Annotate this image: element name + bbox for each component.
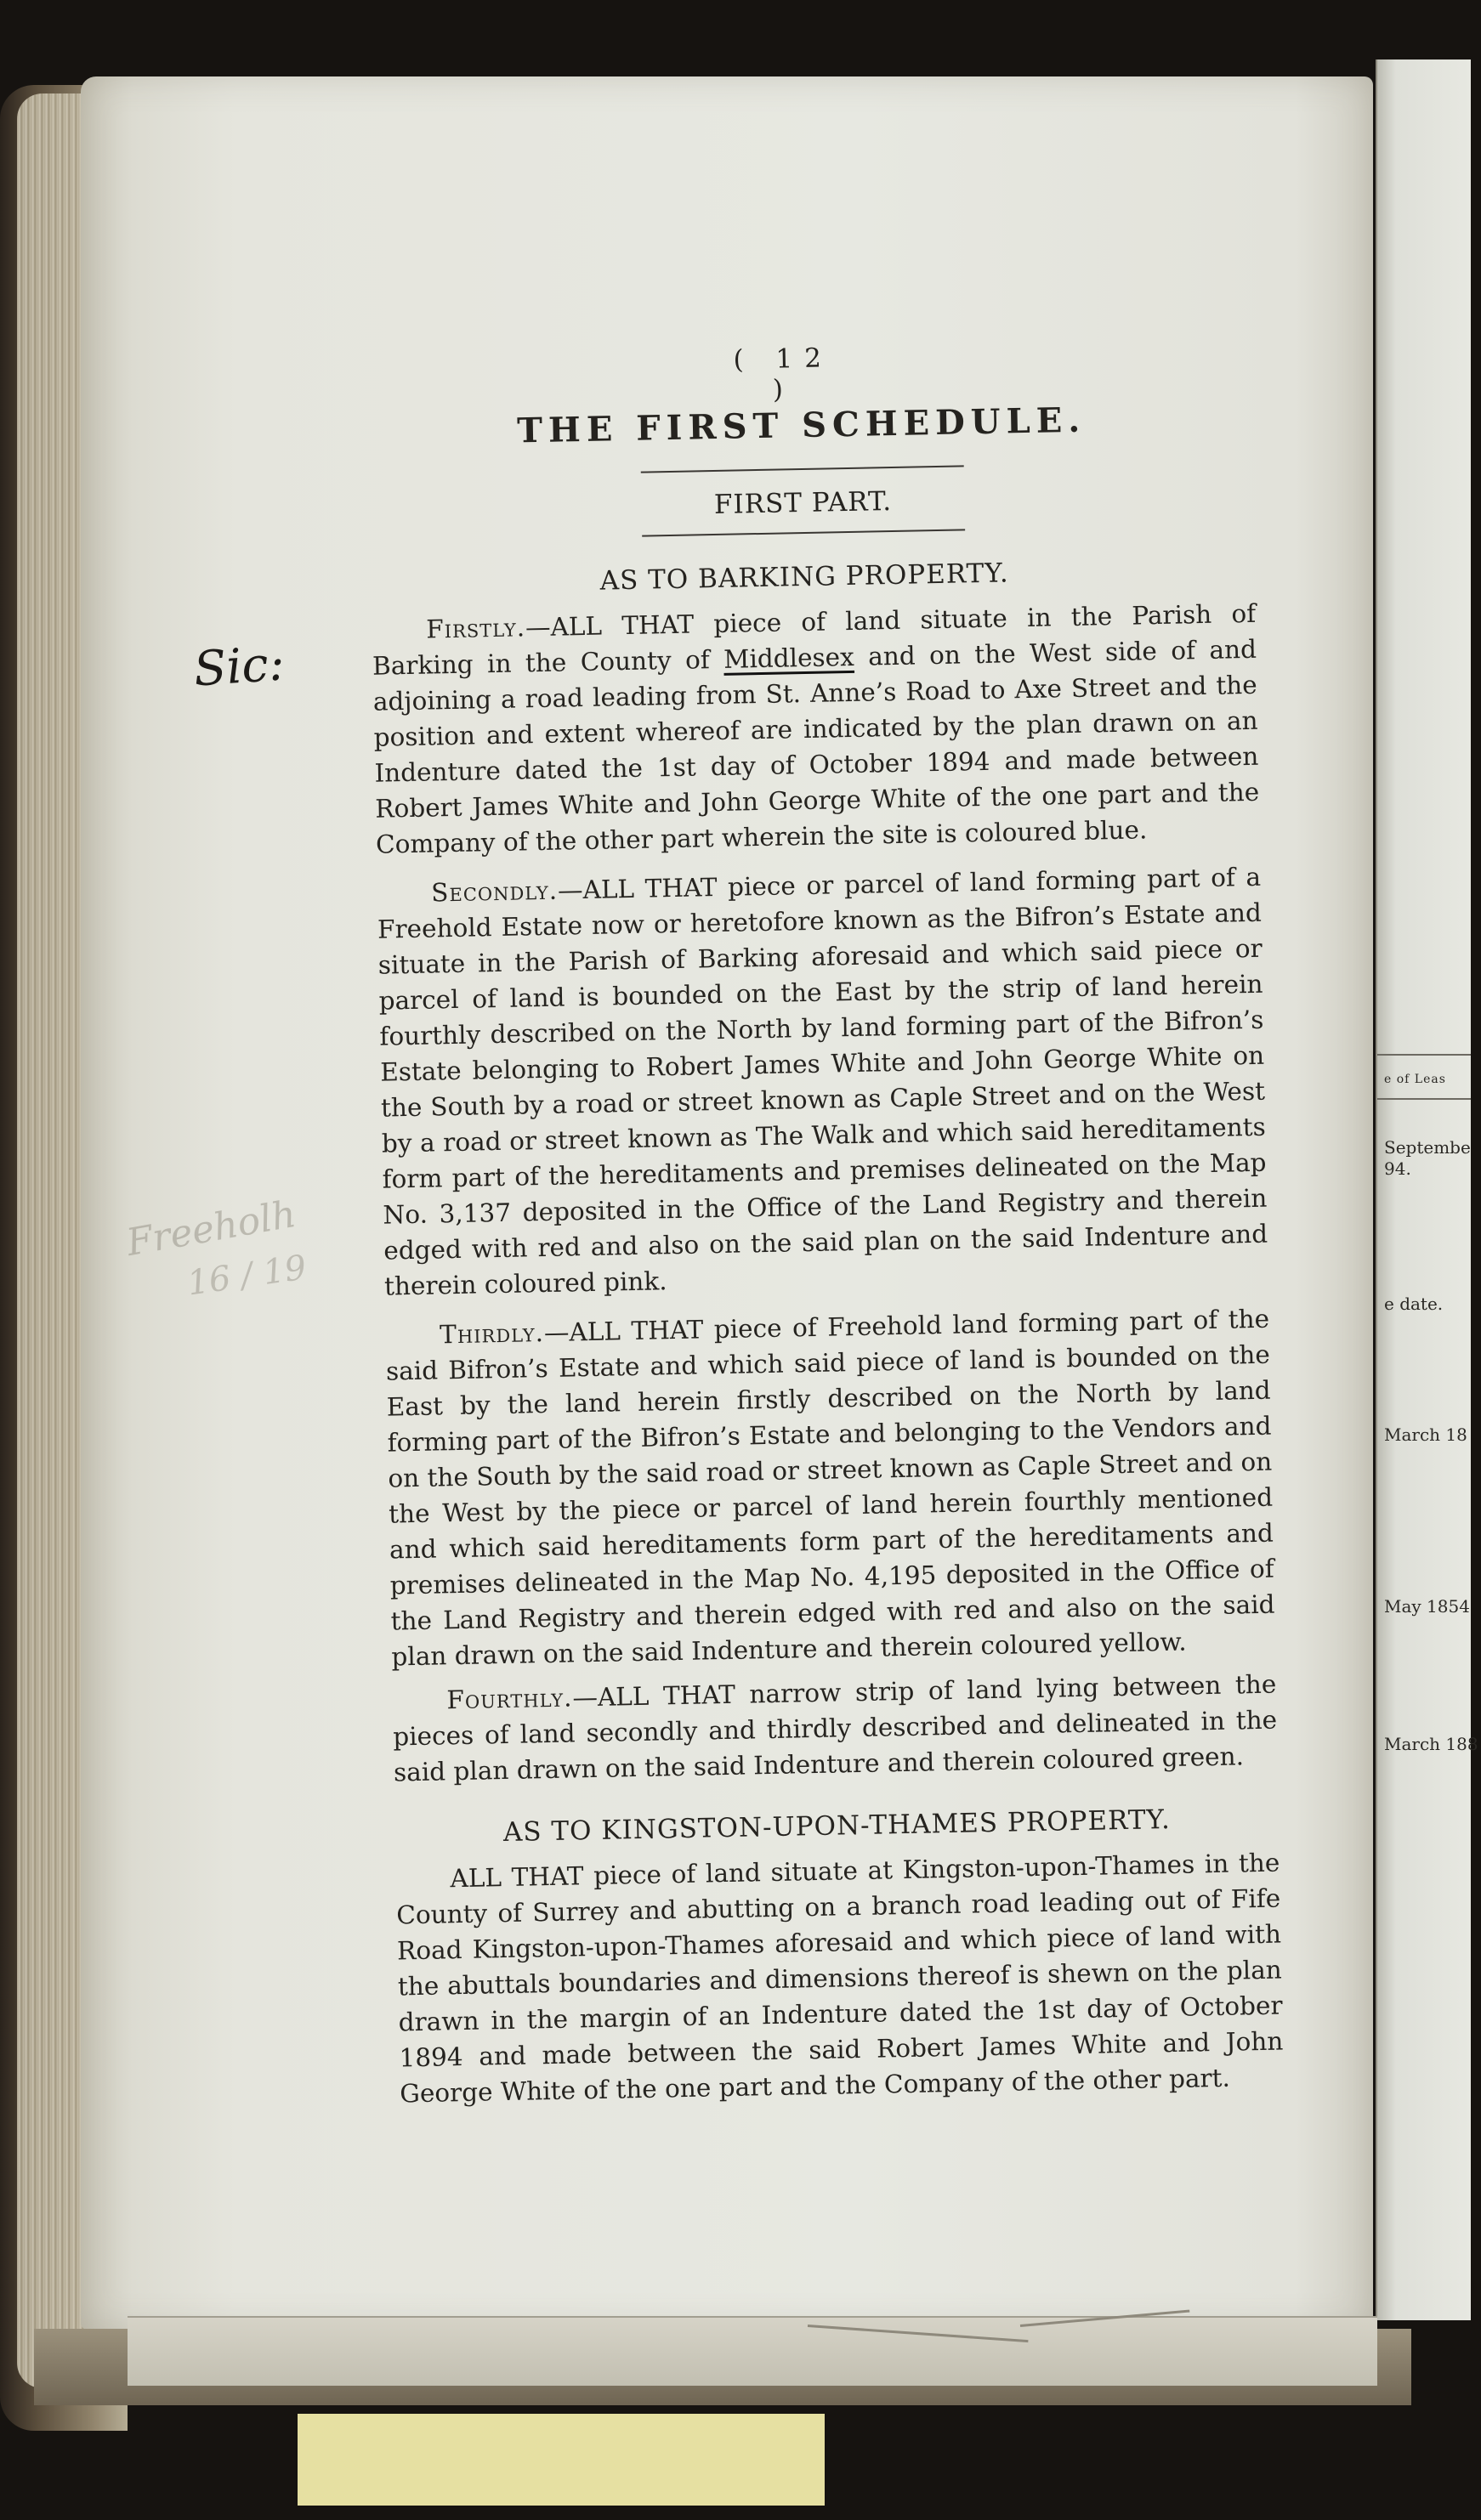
paragraph-firstly [372,596,1260,863]
title-rule [641,465,964,473]
adjacent-fragment: March 18 [1384,1424,1467,1445]
underlined-word: Middlesex [723,642,855,674]
adjacent-fragment: Septembe [1384,1137,1471,1158]
paragraph-kingston [395,1845,1284,2112]
paragraph-thirdly [385,1301,1276,1675]
paragraph-text: —ALL THAT narrow strip of land lying between the pieces of land secondly and thirdly described and delineated in the said plan drawn on the said Indenture and therein coloured green. [392,1669,1278,1787]
paragraph-text: —ALL THAT piece or parcel of land forming part of a Freehold Estate now or heretofore known as the Bifron’s Estate and situate in the Parish of Barking aforesaid and which said piece or parcel of land is bounded on the East by the strip of land herein fourthly described on the North by land forming part of the Bifron’s Estate belonging to Robert James White and John George White on the South by a road or street known as Caple Street and on the West by a road or street known as The Walk and which said hereditaments form part of the hereditaments and premises delineated on the Map No. 3,137 deposited in the Office of the Land Registry and therein edged with red and also on the said plan on the said Indenture and therein coloured pink. [377,862,1268,1301]
adjacent-fragment: 94. [1384,1158,1411,1179]
pencil-annotation: Freeholh [123,1192,299,1266]
section-heading-kingston: AS TO KINGSTON-UPON-THAMES PROPERTY. [502,1804,1172,1849]
paragraph-secondly [377,859,1268,1305]
section-heading-barking: AS TO BARKING PROPERTY. [599,558,1009,597]
paragraph-lead: Thirdly. [439,1318,545,1350]
part-rule [642,529,965,536]
page-number: ( 12 ) [733,343,834,405]
pencil-annotation: 16 / 19 [184,1248,309,1304]
adjacent-header-fragment: e of Leas [1384,1073,1446,1086]
paragraph-fourthly [392,1667,1278,1791]
paragraph-lead: Firstly. [425,613,526,644]
paragraph-text: and on the West side of and adjoining a road leading from St. Anne’s Road to Axe Street and the position and extent whereof are indicated by the plan drawn on an Indenture dated the 1st day of October 1894 and made between Robert James White and John George White of the one part and the Company of the other part wherein the site is coloured blue. [372,634,1260,859]
paragraph-text: ALL THAT piece of land situate at Kingston-upon-Thames in the County of Surrey and abutting on a branch road leading out of Fife Road Kingston-upon-Thames aforesaid and which piece of land with the abuttals boundaries and dimensions thereof is shewn on the plan drawn in the margin of an Indenture dated the 1st day of October 1894 and made between the said Robert James White and John George White of the one part and the Company of the other part. [395,1848,1284,2109]
paragraph-text: —ALL THAT piece of land situate in the Parish of Barking in the County of [372,598,1257,681]
adjacent-fragment: e date. [1384,1294,1444,1314]
schedule-title: THE FIRST SCHEDULE. [516,399,1087,451]
part-title: FIRST PART. [713,485,893,521]
adjacent-fragment: May 1854 [1384,1596,1470,1617]
paragraph-lead: Fourthly. [446,1683,573,1715]
paragraph-text: —ALL THAT piece of Freehold land forming part of the said Bifron’s Estate and which said piece of land is bounded on the East by the land herein firstly described on the North by land forming part of the Bifron’s Estate and belonging to the Vendors and on the South by the said road or street known as Caple Street and on the West by the piece or parcel of land herein fourthly mentioned and which said hereditaments form part of the hereditaments and premises delineated in the Map No. 4,195 deposited in the Office of the Land Registry and therein edged with red and also on the said plan drawn on the said Indenture and therein coloured yellow. [385,1304,1275,1672]
handwritten-sic-note: Sic: [191,636,287,698]
adjacent-fragment: March 188 [1384,1734,1478,1754]
paragraph-lead: Secondly. [430,875,559,908]
